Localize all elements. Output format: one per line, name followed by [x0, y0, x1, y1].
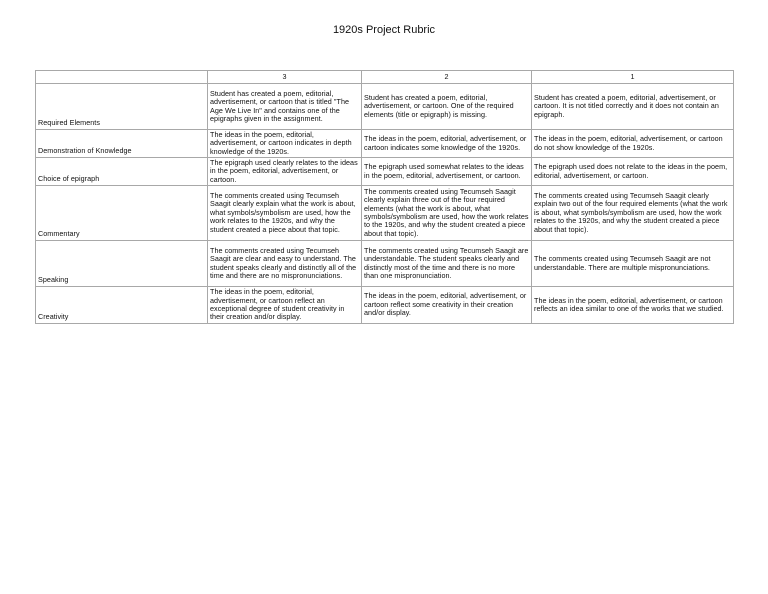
score-1-cell: The comments created using Tecumseh Saagit clearly explain two out of the four required elements (what the work is about, what symbols/symbolism are used, how the work relates to the 1920s, and why the student created a piece about that topic).	[532, 186, 734, 241]
score-2-cell: The epigraph used somewhat relates to the ideas in the poem, editorial, advertisement, or cartoon.	[362, 158, 532, 186]
score-1-cell: The comments created using Tecumseh Saagit are not understandable. There are multiple mispronunciations.	[532, 241, 734, 287]
header-cell-score-3: 3	[208, 71, 362, 84]
score-2-cell: The comments created using Tecumseh Saagit clearly explain three out of the four required elements (what the work is about, what symbols/symbolism are used, how the work relates to the 1920s, and why the student created a piece about that topic).	[362, 186, 532, 241]
table-row	[36, 241, 734, 287]
score-2-cell: The comments created using Tecumseh Saagit are understandable. The student speaks clearly and distinctly most of the time and there is no more than one mispronunciation.	[362, 241, 532, 287]
page-title: 1920s Project Rubric	[332, 24, 436, 36]
criterion-cell: Speaking	[36, 241, 208, 287]
table-row	[36, 287, 734, 324]
criterion-cell: Commentary	[36, 186, 208, 241]
score-2-cell: Student has created a poem, editorial, advertisement, or cartoon. One of the required elements (title or epigraph) is missing.	[362, 84, 532, 130]
table-row	[36, 158, 734, 186]
criterion-cell: Creativity	[36, 287, 208, 324]
score-2-cell: The ideas in the poem, editorial, advertisement, or cartoon reflect some creativity in their creation and/or display.	[362, 287, 532, 324]
score-1-cell: The ideas in the poem, editorial, advertisement, or cartoon reflects an idea similar to one of the works that we studied.	[532, 287, 734, 324]
score-1-cell: The epigraph used does not relate to the ideas in the poem, editorial, advertisement, or cartoon.	[532, 158, 734, 186]
score-3-cell: The ideas in the poem, editorial, advertisement, or cartoon indicates in depth knowledge of the 1920s.	[208, 130, 362, 158]
header-row	[36, 71, 734, 84]
score-3-cell: Student has created a poem, editorial, advertisement, or cartoon that is titled "The Age We Live In" and contains one of the epigraphs given in the assignment.	[208, 84, 362, 130]
score-3-cell: The comments created using Tecumseh Saagit are clear and easy to understand. The student speaks clearly and distinctly all of the time and there are no mispronunciations.	[208, 241, 362, 287]
criterion-cell: Demonstration of Knowledge	[36, 130, 208, 158]
score-1-cell: The ideas in the poem, editorial, advertisement, or cartoon do not show knowledge of the 1920s.	[532, 130, 734, 158]
table-row	[36, 130, 734, 158]
criterion-cell: Required Elements	[36, 84, 208, 130]
rubric-table	[35, 70, 734, 324]
score-3-cell: The ideas in the poem, editorial, advertisement, or cartoon reflect an exceptional degree of student creativity in their creation and/or display.	[208, 287, 362, 324]
header-cell-score-2: 2	[362, 71, 532, 84]
score-2-cell: The ideas in the poem, editorial, advertisement, or cartoon indicates some knowledge of the 1920s.	[362, 130, 532, 158]
criterion-cell: Choice of epigraph	[36, 158, 208, 186]
table-row	[36, 186, 734, 241]
score-1-cell: Student has created a poem, editorial, advertisement, or cartoon. It is not titled correctly and it does not contain an epigraph.	[532, 84, 734, 130]
score-3-cell: The epigraph used clearly relates to the ideas in the poem, editorial, advertisement, or cartoon.	[208, 158, 362, 186]
header-cell-score-1: 1	[532, 71, 734, 84]
header-cell-criterion	[36, 71, 208, 84]
table-row	[36, 84, 734, 130]
score-3-cell: The comments created using Tecumseh Saagit clearly explain what the work is about, what symbols/symbolism are used, how the work relates to the 1920s, and why the student created a piece about that topic.	[208, 186, 362, 241]
